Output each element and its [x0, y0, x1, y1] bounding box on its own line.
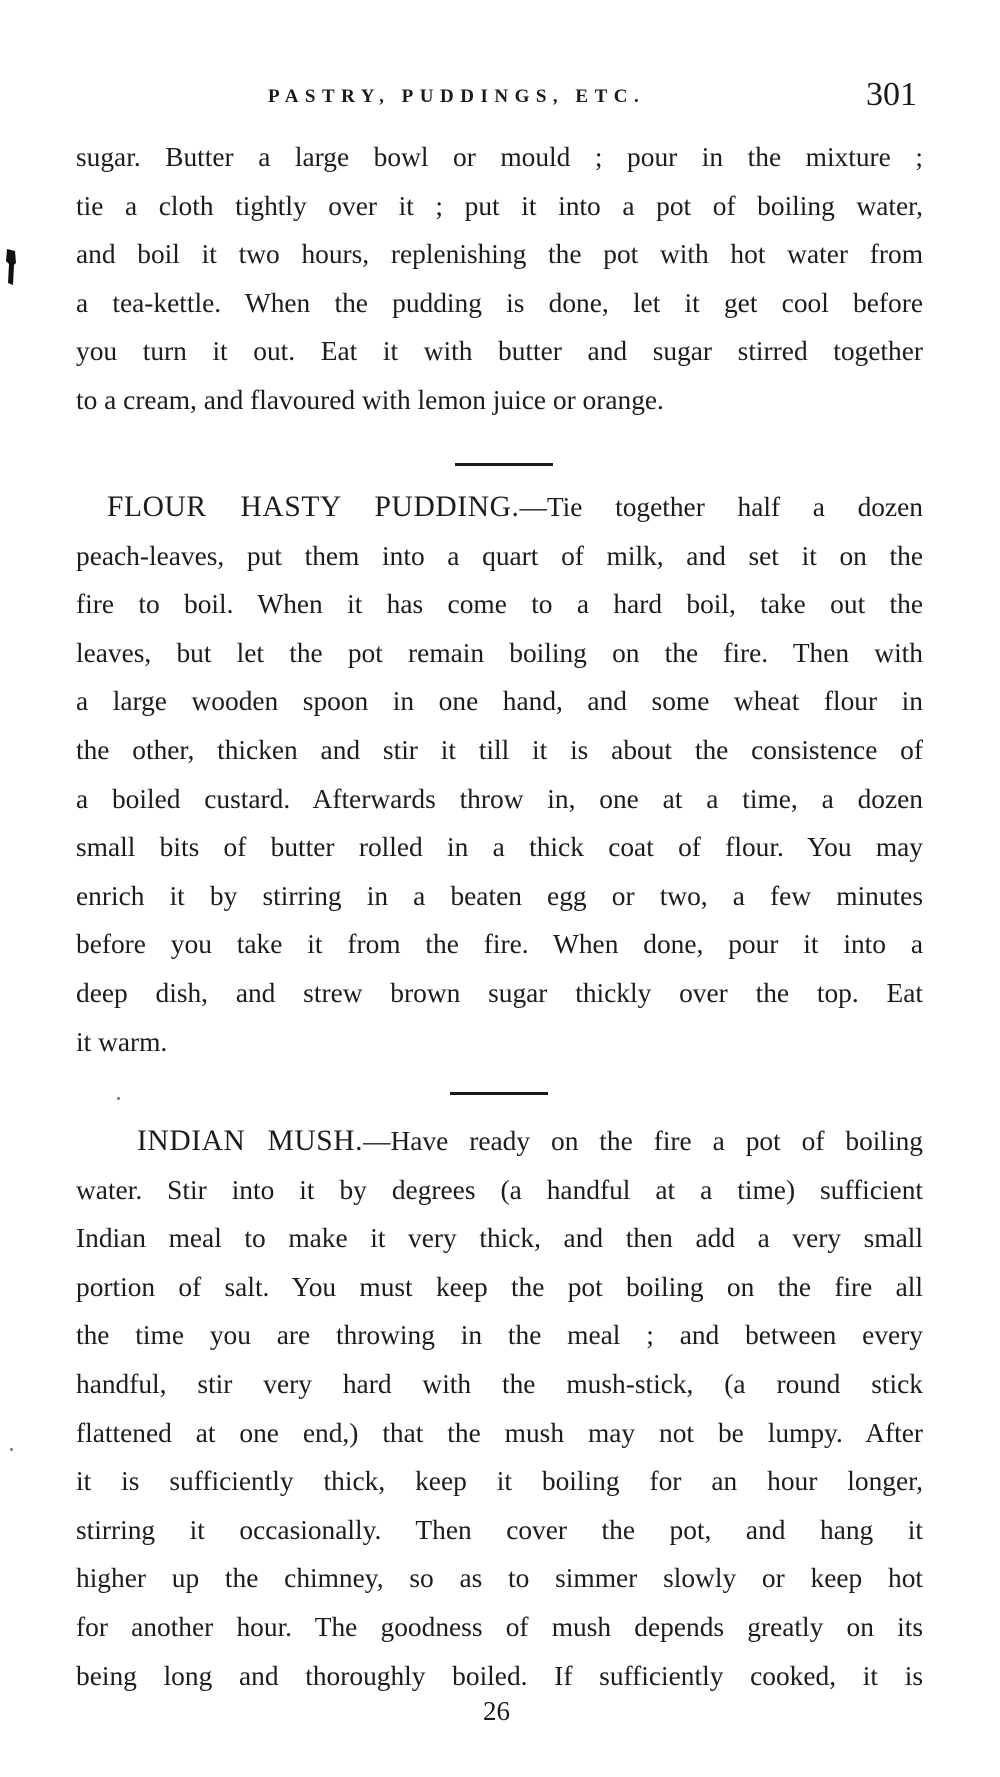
margin-ink-mark-icon [5, 249, 17, 285]
paragraph-line: water. Stir into it by degrees (a handful at a time) sufficient [76, 1174, 923, 1205]
paragraph-line: flattened at one end,) that the mush may not be lumpy. After [76, 1417, 923, 1448]
signature-mark: 26 [483, 1696, 510, 1726]
paragraph-line: tie a cloth tightly over it ; put it into a pot of boiling water, [76, 190, 923, 221]
paragraph-line: a large wooden spoon in one hand, and some wheat flour in [76, 686, 923, 717]
paragraph-line: the other, thicken and stir it till it is about the consistence of [76, 734, 923, 765]
paragraph-line: a tea-kettle. When the pudding is done, let it get cool before [76, 287, 923, 318]
paragraph-line: being long and thoroughly boiled. If sufficiently cooked, it is [76, 1660, 923, 1691]
recipe-flour-hasty-pudding [76, 483, 923, 1066]
recipe-indian-mush [76, 1117, 923, 1700]
paragraph-line: handful, stir very hard with the mush-stick, (a round stick [76, 1368, 923, 1399]
page-number: 301 [866, 76, 917, 113]
recipe-heading: FLOUR HASTY PUDDING. [107, 491, 520, 523]
paragraph-line: enrich it by stirring in a beaten egg or two, a few minutes [76, 880, 923, 911]
paragraph-line: for another hour. The goodness of mush depends greatly on its [76, 1611, 923, 1642]
paragraph-line: portion of salt. You must keep the pot boiling on the fire all [76, 1271, 923, 1302]
paragraph-line: to a cream, and flavoured with lemon juice or orange. [76, 384, 664, 415]
paragraph-line: Indian meal to make it very thick, and then add a very small [76, 1223, 923, 1254]
paragraph-line: fire to boil. When it has come to a hard boil, take out the [76, 589, 923, 620]
section-divider [450, 1092, 548, 1095]
print-speck [117, 1097, 120, 1100]
print-speck [10, 1448, 13, 1451]
section-divider [455, 463, 553, 466]
recipe-heading: INDIAN MUSH. [137, 1125, 364, 1157]
recipe-text: —Have ready on the fire a pot of boiling [363, 1126, 923, 1156]
paragraph-line: deep dish, and strew brown sugar thickly over the top. Eat [76, 977, 923, 1008]
running-title: PASTRY, PUDDINGS, ETC. [268, 86, 646, 107]
paragraph-line: sugar. Butter a large bowl or mould ; pour in the mixture ; [76, 142, 923, 172]
paragraph-line: higher up the chimney, so as to simmer slowly or keep hot [76, 1563, 923, 1594]
paragraph-line: you turn it out. Eat it with butter and sugar stirred together [76, 336, 923, 367]
paragraph-line: leaves, but let the pot remain boiling on the fire. Then with [76, 637, 923, 668]
paragraph-line: stirring it occasionally. Then cover the pot, and hang it [76, 1514, 923, 1545]
recipe-first-line [76, 483, 923, 532]
paragraph-line: and boil it two hours, replenishing the pot with hot water from [76, 239, 923, 270]
paragraph-line: it warm. [76, 1026, 168, 1057]
recipe-first-line [76, 1117, 923, 1166]
paragraph-line: before you take it from the fire. When done, pour it into a [76, 929, 923, 960]
paragraph-line: the time you are throwing in the meal ; and between every [76, 1320, 923, 1351]
paragraph-line: small bits of butter rolled in a thick coat of flour. You may [76, 832, 923, 863]
continuation-paragraph [76, 133, 923, 425]
paragraph-line: peach-leaves, put them into a quart of milk, and set it on the [76, 540, 923, 571]
paragraph-line: a boiled custard. Afterwards throw in, one at a time, a dozen [76, 783, 923, 814]
recipe-text: —Tie together half a dozen [519, 492, 923, 522]
paragraph-line: it is sufficiently thick, keep it boiling for an hour longer, [76, 1466, 923, 1497]
